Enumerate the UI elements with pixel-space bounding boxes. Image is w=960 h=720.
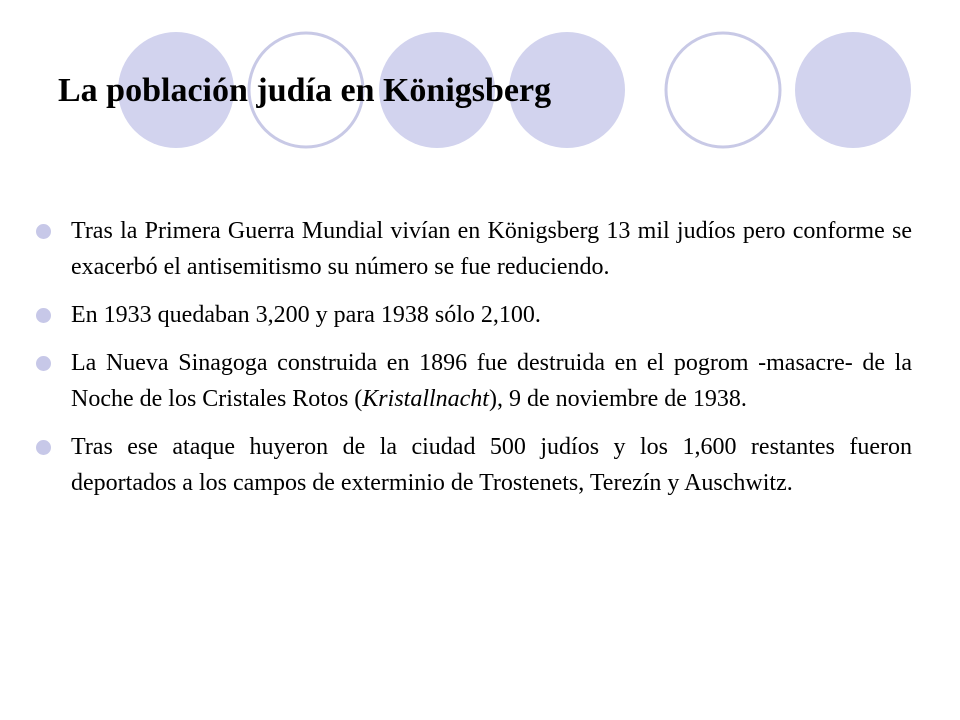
bullet-text: La Nueva Sinagoga construida en 1896 fue destruida en el pogrom -masacre- de la Noche de los Cristales Rotos ( [71, 350, 912, 412]
bullet-text: Tras ese ataque huyeron de la ciudad 500 judíos y los 1,600 restantes fueron deportados a los campos de exterminio de Trostenets, Terezín y Auschwitz. [71, 434, 912, 496]
bullet-list [36, 213, 912, 501]
bullet-item [36, 297, 912, 333]
bullet-item [36, 213, 912, 285]
bullet-text-italic: Kristallnacht [362, 386, 489, 412]
deco-circle-filled-4 [795, 32, 911, 148]
bullet-text: En 1933 quedaban 3,200 y para 1938 sólo 2,100. [71, 302, 541, 328]
slide-title: La población judía en Königsberg [58, 72, 552, 109]
bullet-text: ), 9 de noviembre de 1938. [488, 386, 747, 412]
bullet-dot-icon [36, 224, 51, 239]
bullet-dot-icon [36, 440, 51, 455]
bullet-text: Tras la Primera Guerra Mundial vivían en Königsberg 13 mil judíos pero conforme se exacerbó el antisemitismo su número se fue reduciendo. [71, 218, 912, 280]
bullet-dot-icon [36, 308, 51, 323]
deco-circle-ring-2 [666, 33, 780, 147]
bullet-dot-icon [36, 356, 51, 371]
bullet-item [36, 345, 912, 417]
bullet-item [36, 429, 912, 501]
